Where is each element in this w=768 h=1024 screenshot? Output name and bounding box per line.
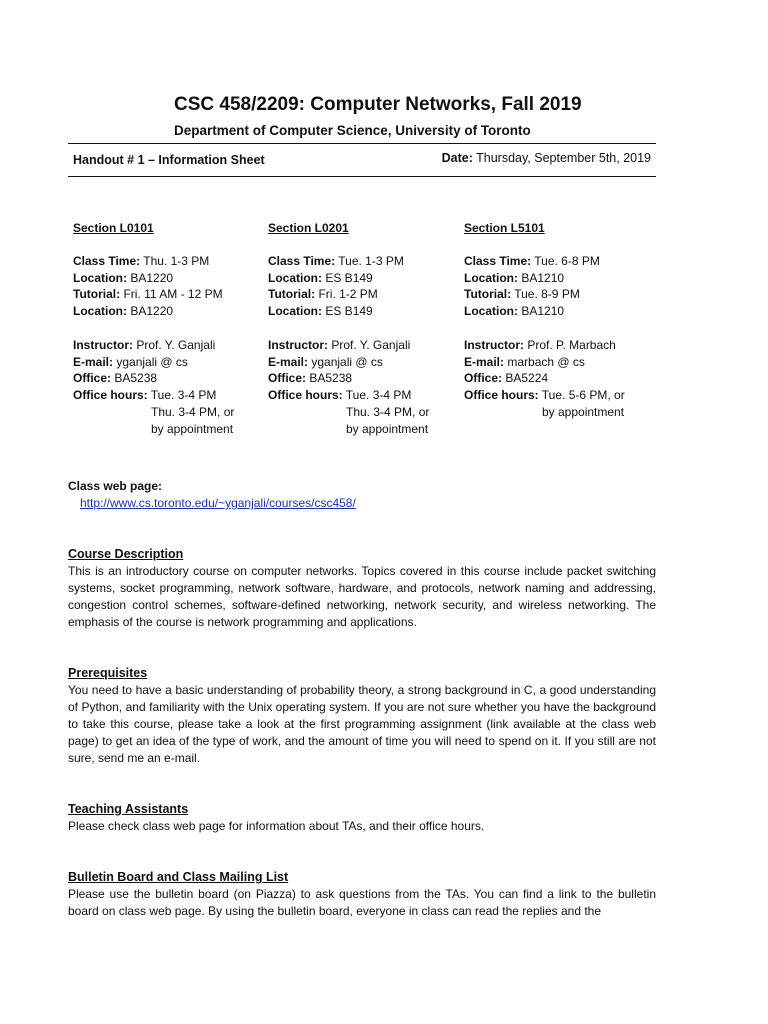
web-page-block: [68, 478, 656, 512]
location-label: Location:: [464, 270, 518, 285]
department-subtitle: Department of Computer Science, University of Toronto: [174, 123, 531, 138]
email-label: E-mail:: [73, 354, 114, 369]
instructor: Prof. Y. Ganjali: [331, 337, 411, 352]
location: BA1220: [130, 270, 174, 285]
office-label: Office:: [73, 371, 112, 386]
tutorial: Tue. 8-9 PM: [514, 287, 580, 302]
web-page-label: Class web page:: [68, 479, 163, 493]
prerequisites-block: [68, 665, 656, 767]
section-l0101: [73, 220, 263, 438]
tutorial-location-label: Location:: [73, 304, 127, 319]
bulletin-board-block: [68, 869, 656, 920]
course-description-text: This is an introductory course on computer networks. Topics covered in this course include packet switching systems, socket programming, network software, hardware, and protocols, network naming and addressing, congestion control schemes, software-defined networking, network security, and wireless networking. The emphasis of the course is network programming and applications.: [68, 564, 656, 629]
location-label: Location:: [268, 270, 322, 285]
class-time: Thu. 1-3 PM: [143, 253, 210, 268]
tutorial: Fri. 11 AM - 12 PM: [123, 287, 223, 302]
date-label: Date:: [441, 151, 473, 165]
location-label: Location:: [73, 270, 127, 285]
section-title: Section L0101: [73, 221, 154, 235]
location: ES B149: [325, 270, 373, 285]
prerequisites-heading: Prerequisites: [68, 666, 148, 680]
tutorial: Fri. 1-2 PM: [318, 287, 378, 302]
office-label: Office:: [464, 371, 503, 386]
handout-date: [442, 151, 651, 165]
instructor-label: Instructor:: [464, 337, 524, 352]
office-label: Office:: [268, 371, 307, 386]
office: BA5224: [505, 371, 549, 386]
office-hours-1: Tue. 3-4 PM: [345, 388, 412, 403]
teaching-assistants-block: [68, 801, 656, 835]
class-time: Tue. 6-8 PM: [534, 253, 600, 268]
email: marbach @ cs: [507, 354, 585, 369]
office-hours-1: Tue. 3-4 PM: [150, 388, 217, 403]
instructor-label: Instructor:: [73, 337, 133, 352]
email-label: E-mail:: [268, 354, 309, 369]
location: BA1210: [521, 270, 565, 285]
section-l0201: [268, 220, 458, 438]
office: BA5238: [114, 371, 158, 386]
email: yganjali @ cs: [116, 354, 188, 369]
instructor: Prof. P. Marbach: [527, 337, 616, 352]
section-title: Section L5101: [464, 221, 545, 235]
section-title: Section L0201: [268, 221, 349, 235]
date-value: Thursday, September 5th, 2019: [476, 151, 651, 165]
class-time-label: Class Time:: [73, 253, 141, 268]
office-hours-label: Office hours:: [268, 388, 343, 403]
office-hours-3: by appointment: [346, 421, 429, 436]
teaching-assistants-text: Please check class web page for information about TAs, and their office hours.: [68, 819, 485, 833]
tutorial-location: BA1210: [521, 304, 565, 319]
course-description-block: [68, 546, 656, 631]
prerequisites-text: You need to have a basic understanding of probability theory, a strong background in C, a good understanding of Python, and familiarity with the Unix operating system. If you are not sure whether you have the background to take this course, please take a look at the first programming assignment (link available at the class web page) to get an idea of the type of work, and the amount of time you will need to spend on it. If you still are not sure, send me an e-mail.: [68, 683, 656, 765]
class-time: Tue. 1-3 PM: [338, 253, 404, 268]
class-time-label: Class Time:: [464, 253, 532, 268]
top-rule: [68, 143, 656, 144]
office-hours-2: Thu. 3-4 PM, or: [151, 404, 235, 419]
section-l5101: [464, 220, 654, 421]
tutorial-label: Tutorial:: [268, 287, 316, 302]
email: yganjali @ cs: [311, 354, 383, 369]
tutorial-location: ES B149: [325, 304, 373, 319]
tutorial-label: Tutorial:: [73, 287, 121, 302]
tutorial-label: Tutorial:: [464, 287, 512, 302]
class-time-label: Class Time:: [268, 253, 336, 268]
header-bottom-rule: [68, 176, 656, 177]
course-description-heading: Course Description: [68, 547, 184, 561]
office-hours-2: Thu. 3-4 PM, or: [346, 404, 430, 419]
office-hours-1: Tue. 5-6 PM, or: [541, 388, 625, 403]
office-hours-3: by appointment: [151, 421, 234, 436]
class-web-page-link[interactable]: http://www.cs.toronto.edu/~yganjali/courses/csc458/: [80, 496, 356, 510]
office: BA5238: [309, 371, 353, 386]
tutorial-location-label: Location:: [464, 304, 518, 319]
bulletin-board-text: Please use the bulletin board (on Piazza) to ask questions from the TAs. You can find a link to the bulletin board on class web page. By using the bulletin board, everyone in class can read the replies and the: [68, 887, 656, 918]
email-label: E-mail:: [464, 354, 505, 369]
document-title: CSC 458/2209: Computer Networks, Fall 2019: [174, 94, 582, 115]
handout-label: Handout # 1 – Information Sheet: [73, 153, 265, 167]
office-hours-label: Office hours:: [73, 388, 148, 403]
instructor-label: Instructor:: [268, 337, 328, 352]
office-hours-label: Office hours:: [464, 388, 539, 403]
office-hours-2: by appointment: [542, 404, 625, 419]
tutorial-location-label: Location:: [268, 304, 322, 319]
bulletin-board-heading: Bulletin Board and Class Mailing List: [68, 870, 289, 884]
teaching-assistants-heading: Teaching Assistants: [68, 802, 189, 816]
tutorial-location: BA1220: [130, 304, 174, 319]
instructor: Prof. Y. Ganjali: [136, 337, 216, 352]
